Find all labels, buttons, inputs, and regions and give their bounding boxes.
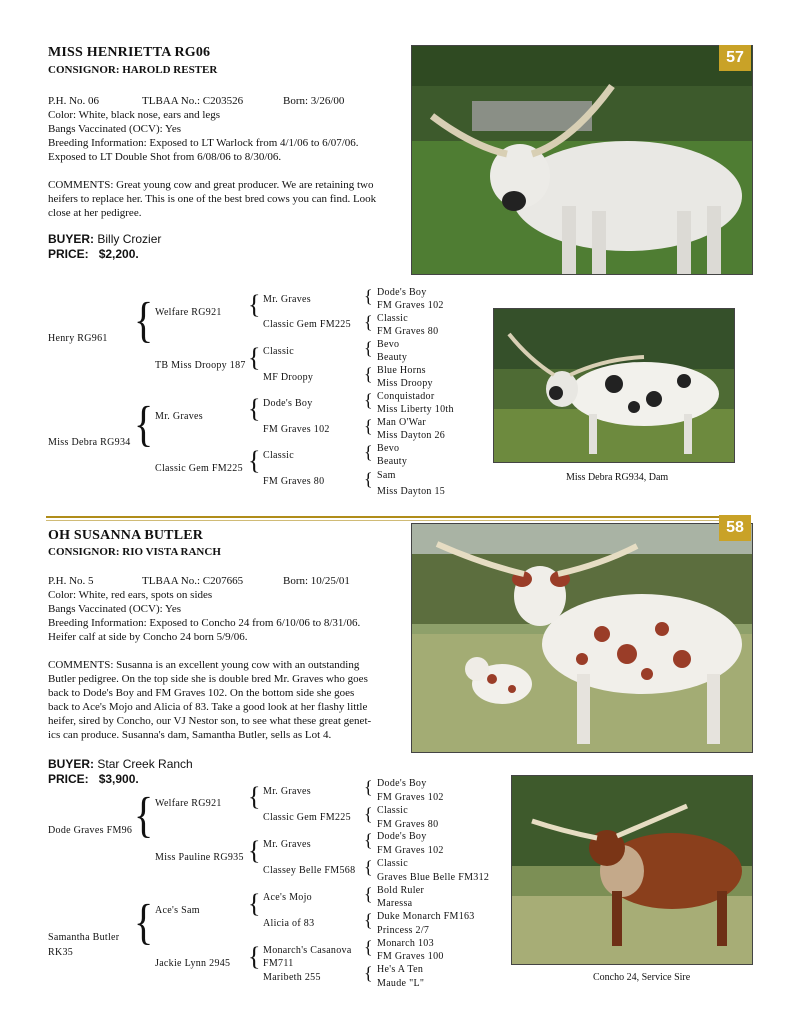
- pedigree-g3: Mr. Graves: [263, 839, 311, 850]
- pedigree-brace: {: [364, 884, 373, 904]
- pedigree-g3: Maribeth 255: [263, 972, 321, 983]
- pedigree-g4: FM Graves 80: [377, 819, 439, 830]
- pedigree-g4: Miss Dayton 26: [377, 430, 446, 441]
- pedigree-g4: Maude "L": [377, 978, 425, 989]
- comments-line: heifer, sired by Concho, our VJ Nestor son, to see what these great genet-: [48, 715, 372, 727]
- ph-no: P.H. No. 5: [48, 575, 94, 587]
- price-value: $2,200: [98, 247, 136, 261]
- buyer-label: BUYER:: [48, 232, 95, 246]
- pedigree-g4: Monarch 103: [377, 938, 434, 949]
- buyer-line: [48, 232, 161, 247]
- comments-line: heifers to replace her. This is one of the best bred cows you can find. Look: [48, 193, 377, 205]
- pedigree-brace: {: [364, 777, 373, 797]
- price-line: PRICE: $2,200.: [48, 247, 139, 261]
- pedigree-brace: {: [364, 364, 373, 384]
- pedigree-g4: Blue Horns: [377, 365, 426, 376]
- pedigree-brace: {: [364, 830, 373, 850]
- ph-no: P.H. No. 06: [48, 95, 100, 107]
- pedigree-g4: Miss Liberty 10th: [377, 404, 454, 415]
- pedigree-g2: TB Miss Droopy 187: [155, 360, 246, 371]
- color-line: Color: White, black nose, ears and legs: [48, 109, 221, 121]
- comments-line: COMMENTS: Great young cow and great producer. We are retaining two: [48, 179, 374, 191]
- pedigree-g3: Classic Gem FM225: [263, 812, 351, 823]
- pedigree-brace: {: [248, 343, 261, 372]
- pedigree-brace: {: [134, 893, 154, 950]
- pedigree-g4: Princess 2/7: [377, 925, 430, 936]
- breeding-line: Breeding Information: Exposed to LT Warlock from 4/1/06 to 6/07/06.: [48, 137, 359, 149]
- pedigree-g4: FM Graves 102: [377, 845, 444, 856]
- lot-title: MISS HENRIETTA RG06: [48, 45, 211, 60]
- pedigree-g4: Classic: [377, 313, 408, 324]
- pedigree-brace: {: [364, 286, 373, 306]
- comments-line: COMMENTS: Susanna is an excellent young cow with an outstanding: [48, 659, 360, 671]
- pedigree-g4: Bevo: [377, 443, 400, 454]
- photo-caption: Miss Debra RG934, Dam: [566, 472, 669, 483]
- pedigree-g3: FM Graves 80: [263, 476, 325, 487]
- pedigree-g4: Beauty: [377, 456, 408, 467]
- pedigree-g4: Miss Droopy: [377, 378, 433, 389]
- pedigree-g2: Jackie Lynn 2945: [155, 958, 231, 969]
- comments-line: back to Dode's Boy and FM Graves 102. On the bottom side she goes: [48, 687, 355, 699]
- pedigree-g3: Classic Gem FM225: [263, 319, 351, 330]
- pedigree-brace: {: [364, 963, 373, 983]
- pedigree-g4: Classic: [377, 858, 408, 869]
- section-divider: [46, 516, 722, 518]
- tlbaa-no: TLBAA No.: C207665: [142, 575, 244, 587]
- pedigree-g2: Mr. Graves: [155, 411, 203, 422]
- pedigree-brace: {: [364, 442, 373, 462]
- cow-photo: [411, 523, 753, 753]
- pedigree-g3: Monarch's Casanova: [263, 945, 352, 956]
- breeding-line: Heifer calf at side by Concho 24 born 5/9/06.: [48, 631, 248, 643]
- pedigree-brace: {: [364, 469, 373, 489]
- born-date: Born: 10/25/01: [283, 575, 350, 587]
- pedigree-brace: {: [248, 942, 261, 971]
- pedigree-g3: Ace's Mojo: [263, 892, 312, 903]
- pedigree-brace: {: [364, 937, 373, 957]
- pedigree-g3: Alicia of 83: [263, 918, 315, 929]
- pedigree-g4: FM Graves 102: [377, 792, 444, 803]
- pedigree-brace: {: [248, 782, 261, 811]
- pedigree-g3: Dode's Boy: [263, 398, 313, 409]
- pedigree-brace: {: [134, 395, 154, 452]
- lot-number-badge: 58: [719, 515, 751, 541]
- comments-line: Butler pedigree. On the top side she is double bred Mr. Graves who goes: [48, 673, 368, 685]
- pedigree-g3: Mr. Graves: [263, 294, 311, 305]
- buyer-name: Star Creek Ranch: [97, 757, 193, 771]
- pedigree-g4: Maressa: [377, 898, 413, 909]
- pedigree-g4: FM Graves 102: [377, 300, 444, 311]
- bangs-line: Bangs Vaccinated (OCV): Yes: [48, 123, 182, 135]
- pedigree-g3: FM711: [263, 958, 294, 969]
- pedigree-brace: {: [364, 390, 373, 410]
- pedigree-brace: {: [364, 338, 373, 358]
- price-line: PRICE: $3,900.: [48, 772, 139, 786]
- pedigree-g4: FM Graves 100: [377, 951, 444, 962]
- pedigree-brace: {: [248, 889, 261, 918]
- pedigree-g3: FM Graves 102: [263, 424, 330, 435]
- consignor: CONSIGNOR: HAROLD RESTER: [48, 64, 218, 76]
- sire-photo: [511, 775, 753, 965]
- pedigree-dam: RK35: [48, 947, 74, 958]
- pedigree-g4: Sam: [377, 470, 396, 481]
- pedigree-brace: {: [248, 290, 261, 319]
- pedigree-g4: FM Graves 80: [377, 326, 439, 337]
- section-divider: [46, 520, 722, 521]
- pedigree-g4: Bevo: [377, 339, 400, 350]
- pedigree-g4: Man O'War: [377, 417, 426, 428]
- breeding-line: Breeding Information: Exposed to Concho 24 from 6/10/06 to 8/31/06.: [48, 617, 361, 629]
- pedigree-brace: {: [364, 910, 373, 930]
- pedigree-g2: Miss Pauline RG935: [155, 852, 244, 863]
- pedigree-g2: Ace's Sam: [155, 905, 200, 916]
- cow-photo: [411, 45, 753, 275]
- pedigree-brace: {: [248, 394, 261, 423]
- breeding-line: Exposed to LT Double Shot from 6/08/06 to 8/30/06.: [48, 151, 282, 163]
- lot-number-badge: 57: [719, 45, 751, 71]
- consignor: CONSIGNOR: RIO VISTA RANCH: [48, 546, 221, 558]
- buyer-label: BUYER:: [48, 757, 95, 771]
- pedigree-g4: Dode's Boy: [377, 778, 427, 789]
- pedigree-g2: Welfare RG921: [155, 307, 222, 318]
- pedigree-brace: {: [248, 836, 261, 865]
- pedigree-brace: {: [134, 291, 154, 348]
- pedigree-g2: Welfare RG921: [155, 798, 222, 809]
- tlbaa-no: TLBAA No.: C203526: [142, 95, 244, 107]
- born-date: Born: 3/26/00: [283, 95, 345, 107]
- buyer-name: Billy Crozier: [97, 232, 162, 246]
- pedigree-g3: Classic: [263, 450, 294, 461]
- lot-title: OH SUSANNA BUTLER: [48, 528, 204, 543]
- price-label: PRICE:: [48, 772, 89, 786]
- pedigree-g4: Conquistador: [377, 391, 435, 402]
- comments-line: ics can produce. Susanna's dam, Samantha Butler, sells as Lot 4.: [48, 729, 332, 741]
- pedigree-sire: Dode Graves FM96: [48, 825, 133, 836]
- pedigree-dam: Miss Debra RG934: [48, 437, 131, 448]
- pedigree-brace: {: [248, 446, 261, 475]
- pedigree-g4: Beauty: [377, 352, 408, 363]
- buyer-line: [48, 757, 193, 772]
- pedigree-brace: {: [364, 416, 373, 436]
- comments-line: close at her pedigree.: [48, 207, 142, 219]
- pedigree-g4: Graves Blue Belle FM312: [377, 872, 490, 883]
- pedigree-g4: Classic: [377, 805, 408, 816]
- dam-photo: [493, 308, 735, 463]
- pedigree-g4: Miss Dayton 15: [377, 486, 446, 497]
- pedigree-g3: MF Droopy: [263, 372, 314, 383]
- color-line: Color: White, red ears, spots on sides: [48, 589, 213, 601]
- pedigree-g3: Mr. Graves: [263, 786, 311, 797]
- pedigree-g4: Bold Ruler: [377, 885, 425, 896]
- price-label: PRICE:: [48, 247, 89, 261]
- pedigree-g4: Dode's Boy: [377, 287, 427, 298]
- pedigree-g4: Duke Monarch FM163: [377, 911, 475, 922]
- pedigree-brace: {: [134, 786, 154, 843]
- pedigree-g4: He's A Ten: [377, 964, 424, 975]
- pedigree-brace: {: [364, 857, 373, 877]
- pedigree-brace: {: [364, 312, 373, 332]
- pedigree-g4: Dode's Boy: [377, 831, 427, 842]
- price-value: $3,900: [98, 772, 136, 786]
- pedigree-dam: Samantha Butler: [48, 932, 120, 943]
- pedigree-g2: Classic Gem FM225: [155, 463, 243, 474]
- pedigree-sire: Henry RG961: [48, 333, 108, 344]
- bangs-line: Bangs Vaccinated (OCV): Yes: [48, 603, 182, 615]
- pedigree-g3: Classic: [263, 346, 294, 357]
- pedigree-g3: Classey Belle FM568: [263, 865, 356, 876]
- comments-line: back to Ace's Mojo and Alicia of 83. Take a good look at her flashy little: [48, 701, 368, 713]
- pedigree-brace: {: [364, 804, 373, 824]
- photo-caption: Concho 24, Service Sire: [593, 972, 691, 983]
